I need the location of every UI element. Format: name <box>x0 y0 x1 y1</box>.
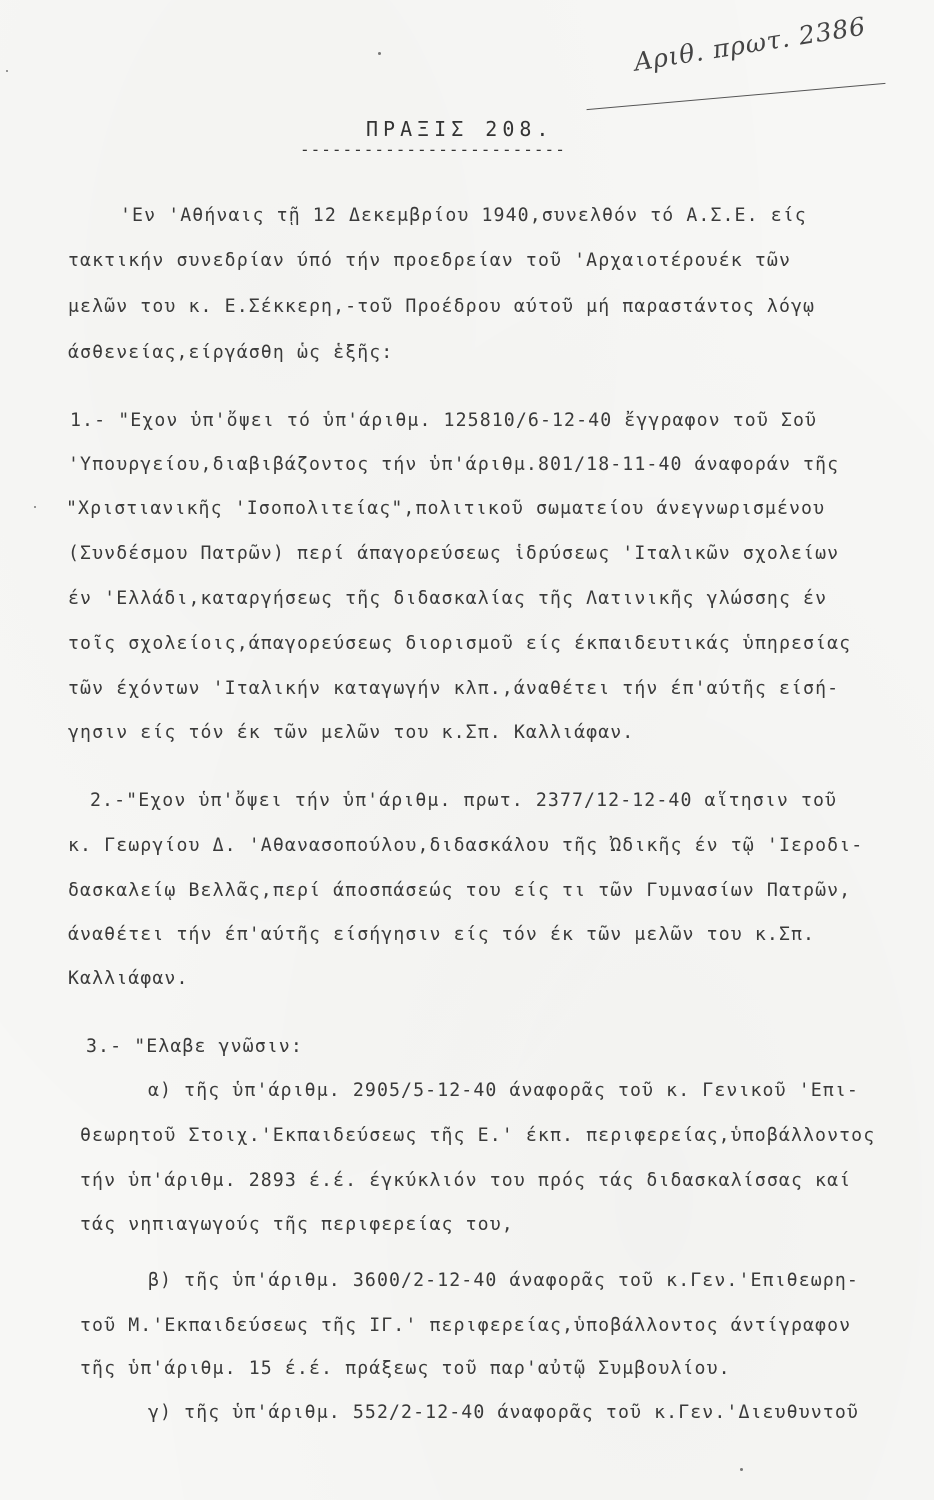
title-underline: ------------------------- <box>300 140 566 159</box>
text-line: μελῶν του κ. Ε.Σέκκερη,-τοῦ Προέδρου αύτοῦ μή παραστάντος λόγῳ <box>68 296 816 317</box>
text-line: γ) τῆς ὑπ'άριθμ. 552/2-12-40 άναφορᾶς τοῦ κ.Γεν.'Διευθυντοῦ <box>148 1402 859 1423</box>
document-title: ΠΡΑΞΙΣ 208. <box>366 117 554 141</box>
text-line: τοῦ Μ.'Εκπαιδεύσεως τῆς ΙΓ.' περιφερείας,ὑποβάλλοντος άντίγραφον <box>80 1315 852 1336</box>
text-line: "Χριστιανικῆς 'Ισοπολιτείας",πολιτικοῦ σωματείου άνεγνωρισμένου <box>66 498 826 519</box>
scan-speck <box>378 52 381 55</box>
text-line: άναθέτει τήν έπ'αύτῆς είσήγησιν είς τόν έκ τῶν μελῶν του κ.Σπ. <box>68 924 816 945</box>
text-line: τῆς ὑπ'άριθμ. 15 έ.έ. πράξεως τοῦ παρ'αὐτῷ Συμβουλίου. <box>80 1358 731 1379</box>
handwritten-underline <box>587 83 886 110</box>
text-line: τήν ὑπ'άριθμ. 2893 έ.έ. έγκύκλιόν του πρός τάς διδασκαλίσσας καί <box>80 1170 852 1191</box>
text-line: α) τῆς ὑπ'άριθμ. 2905/5-12-40 άναφορᾶς τοῦ κ. Γενικοῦ 'Επι- <box>148 1080 859 1101</box>
text-line: τάς νηπιαγωγούς τῆς περιφερείας του, <box>80 1214 514 1235</box>
text-line: τῶν έχόντων 'Ιταλικήν καταγωγήν κλπ.,άναθέτει τήν έπ'αύτῆς είσή- <box>68 678 840 699</box>
text-line: 'Υπουργείου,διαβιβάζοντος τήν ὑπ'άριθμ.801/18-11-40 άναφοράν τῆς <box>68 454 840 475</box>
text-line: (Συνδέσμου Πατρῶν) περί άπαγορεύσεως ἱδρύσεως 'Ιταλικῶν σχολείων <box>68 543 840 564</box>
text-line: άσθενείας,είργάσθη ὡς ἑξῆς: <box>68 342 394 363</box>
text-line: 'Εν 'Αθήναις τῇ 12 Δεκεμβρίου 1940,συνελθόν τό Α.Σ.Ε. είς <box>120 205 807 226</box>
scan-speck <box>34 506 36 508</box>
text-line: 3.- "Ελαβε γνῶσιν: <box>86 1036 303 1057</box>
handwritten-protocol-number: Αριθ. πρωτ. 2386 <box>632 11 869 77</box>
text-line: τοῖς σχολείοις,άπαγορεύσεως διορισμοῦ είς έκπαιδευτικάς ὑπηρεσίας <box>68 633 852 654</box>
text-line: τακτικήν συνεδρίαν ύπό τήν προεδρείαν τοῦ 'Αρχαιοτέρουέκ τῶν <box>68 250 791 271</box>
text-line: Καλλιάφαν. <box>68 968 189 989</box>
text-line: 1.- "Εχον ὑπ'ὄψει τό ὑπ'άριθμ. 125810/6-12-40 ἔγγραφον τοῦ Σοῦ <box>70 410 818 431</box>
text-line: θεωρητοῦ Στοιχ.'Εκπαιδεύσεως τῆς Ε.' έκπ. περιφερείας,ὑποβάλλοντος <box>80 1125 876 1146</box>
text-line: κ. Γεωργίου Δ. 'Αθανασοπούλου,διδασκάλου τῆς Ὠδικῆς έν τῷ 'Ιεροδι- <box>68 835 864 856</box>
text-line: δασκαλείῳ Βελλᾶς,περί άποσπάσεώς του είς τι τῶν Γυμνασίων Πατρῶν, <box>68 880 852 901</box>
scan-speck <box>6 70 8 72</box>
text-line: β) τῆς ὑπ'άριθμ. 3600/2-12-40 άναφορᾶς τοῦ κ.Γεν.'Επιθεωρη- <box>148 1270 859 1291</box>
text-line: 2.-"Εχον ὑπ'ὄψει τήν ὑπ'άριθμ. πρωτ. 2377/12-12-40 αἵτησιν τοῦ <box>90 790 838 811</box>
text-line: έν 'Ελλάδι,καταργήσεως τῆς διδασκαλίας τῆς Λατινικῆς γλώσσης έν <box>68 588 828 609</box>
text-line: γησιν είς τόν έκ τῶν μελῶν του κ.Σπ. Καλλιάφαν. <box>68 722 635 743</box>
scan-speck <box>740 1468 743 1471</box>
